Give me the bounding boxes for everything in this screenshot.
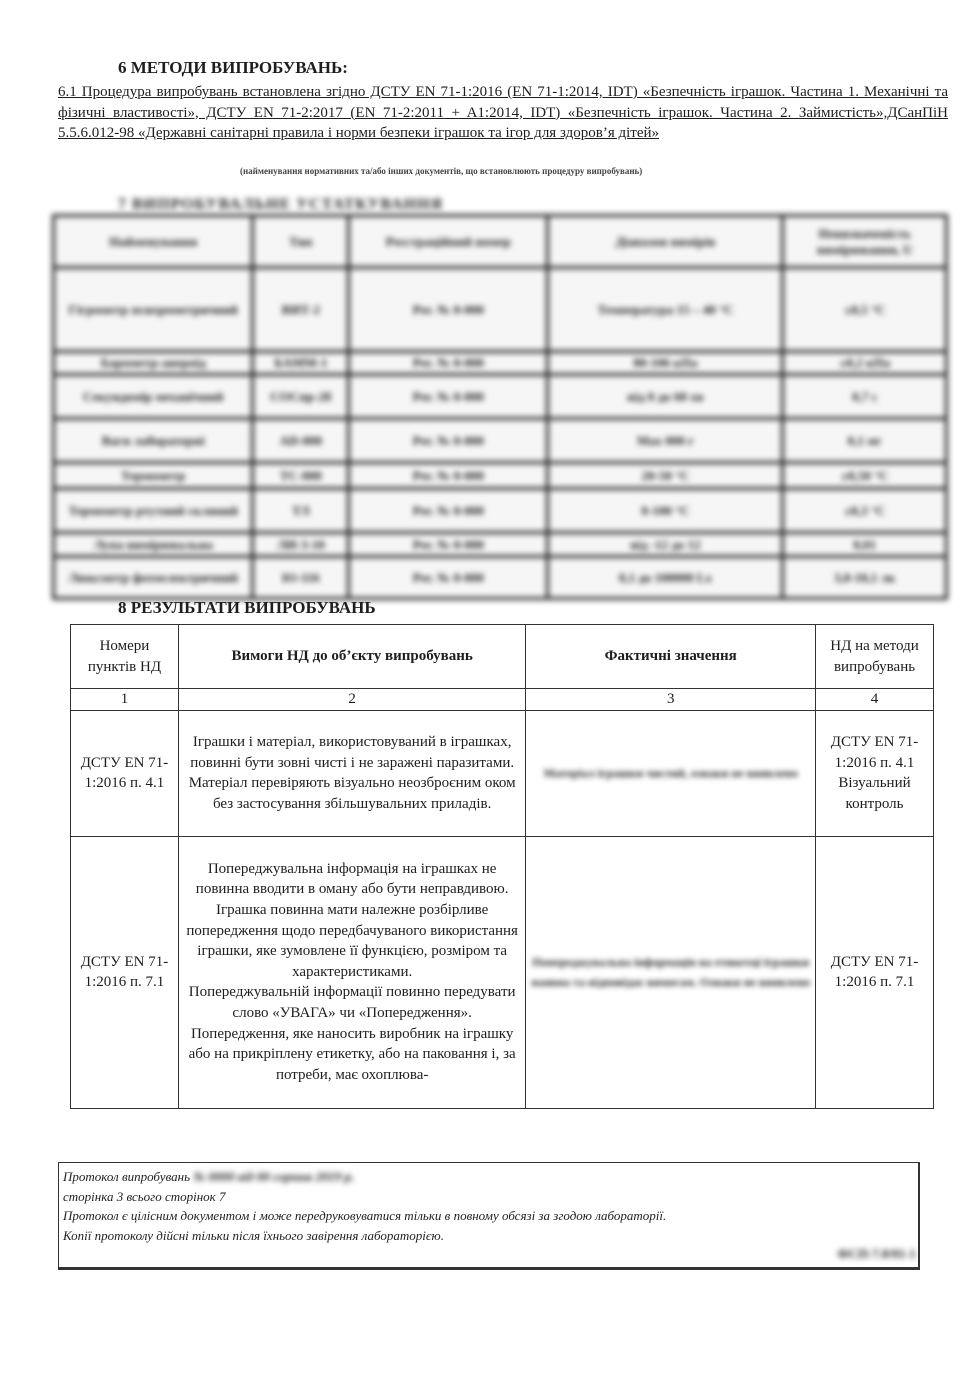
requirement-text: Попереджувальна інформація на іграшках не повинна вводити в оману або бути неправдивою. — [195, 860, 509, 898]
footer-integrity-note: Протокол є цілісним документом і може передруковуватися тільки в повному обсязі за згодою лабораторії. — [63, 1208, 667, 1223]
equipment-row — [54, 375, 947, 419]
equipment-cell: Термометр — [54, 463, 253, 489]
footer-protocol-label: Протокол випробувань — [63, 1169, 190, 1184]
equipment-row — [54, 489, 947, 533]
clause-cell: ДСТУ EN 71-1:2016 п. 7.1 — [71, 836, 179, 1108]
requirement-text: Попередження, яке наносить виробник на іграшку або на прикріплену етикетку, або на паковання і, за потреби, має охоплюва- — [188, 1025, 516, 1083]
equipment-row — [54, 268, 947, 352]
results-table — [70, 624, 934, 1109]
equipment-cell: Рег. № 0-000 — [349, 375, 548, 419]
equipment-cell: ±0,3 °С — [783, 489, 947, 533]
equipment-cell: БАММ-1 — [253, 352, 349, 375]
equipment-cell: Термометр ртутний скляний — [54, 489, 253, 533]
column-number: 2 — [178, 689, 526, 711]
results-number-row — [71, 689, 934, 711]
equipment-cell: 0,7 с — [783, 375, 947, 419]
clause-cell: ДСТУ EN 71-1:2016 п. 4.1 — [71, 710, 179, 836]
section-7-title: 7 ВИПРОБУВАЛЬНЕ УСТАТКУВАННЯ — [118, 196, 443, 213]
equipment-header-cell: Тип — [253, 216, 349, 268]
requirement-text: Матеріал перевіряють візуально неозброєним оком без застосування збільшувальних приладів. — [188, 775, 516, 812]
equipment-cell: 0,1 мг — [783, 419, 947, 463]
equipment-row — [54, 533, 947, 557]
equipment-header-cell: Невизначеність вимірювання, U — [783, 216, 947, 268]
equipment-cell: СОСпр-2б — [253, 375, 349, 419]
section-6-title: 6 МЕТОДИ ВИПРОБУВАНЬ: — [118, 58, 348, 77]
form-code: ФСП-7.8/01-1 — [837, 1245, 916, 1261]
equipment-header-cell: Діапазон вимірів — [548, 216, 783, 268]
method-cell: ДСТУ EN 71-1:2016 п. 7.1 — [816, 836, 934, 1108]
equipment-cell: ТС-000 — [253, 463, 349, 489]
equipment-cell: Рег. № 0-000 — [349, 268, 548, 352]
equipment-cell: Ваги лабораторні — [54, 419, 253, 463]
equipment-cell: Рег. № 0-000 — [349, 463, 548, 489]
results-row — [71, 836, 934, 1108]
requirement-cell — [178, 836, 526, 1108]
results-header-cell: Вимоги НД до об’єкту випробувань — [178, 625, 526, 689]
equipment-cell: від -12 до 12 — [548, 533, 783, 557]
equipment-row — [54, 557, 947, 599]
equipment-table — [52, 214, 948, 600]
equipment-cell: 20-50 °С — [548, 463, 783, 489]
requirement-text: Іграшки і матеріал, використовуваний в іграшках, повинні бути зовні чисті і не заражені паразитами. — [190, 733, 515, 771]
requirement-text: Іграшка повинна мати належне розбірливе попередження щодо передбачуваного використання іграшки, яке зумовлене її функцією, розміром та характеристиками. — [186, 902, 518, 980]
footer-page-count: сторінка 3 всього сторінок 7 — [63, 1188, 226, 1204]
method-cell: ДСТУ EN 71-1:2016 п. 4.1 Візуальний контроль — [816, 710, 934, 836]
equipment-header-row — [54, 216, 947, 268]
equipment-cell: 0-100 °С — [548, 489, 783, 533]
equipment-cell: Температура 15 – 40 °С — [548, 268, 783, 352]
equipment-cell: ЛИ-3-10 — [253, 533, 349, 557]
footer-protocol-number: № 0000 від 00 серпня 2019 р. — [193, 1169, 355, 1184]
equipment-header-cell: Найменування — [54, 216, 253, 268]
equipment-cell: 80-106 кПа — [548, 352, 783, 375]
equipment-cell: ТЛ — [253, 489, 349, 533]
equipment-cell: Люксметр фотоелектричний — [54, 557, 253, 599]
equipment-cell: 0,01 — [783, 533, 947, 557]
section-6-note: (найменування нормативних та/або інших документів, що встановлюють процедуру випробувань) — [240, 166, 643, 176]
column-number: 3 — [526, 689, 816, 711]
equipment-cell: Барометр-анероїд — [54, 352, 253, 375]
equipment-cell: Лупа вимірювальна — [54, 533, 253, 557]
equipment-cell: ±0,5 °С — [783, 268, 947, 352]
equipment-cell: Рег. № 0-000 — [349, 419, 548, 463]
section-6-text: 6.1 Процедура випробувань встановлена згідно ДСТУ EN 71-1:2016 (EN 71-1:2014, IDT) «Безпечність іграшок. Частина 1. Механічні та фізичні властивості», ДСТУ EN 71-2:2017 (EN 71-2:2011 + A1:2014, IDT) «Безпечність іграшок. Частина 2. Займистість»,ДСанПіН 5.5.6.012-98 «Державні санітарні правила і норми безпеки іграшок та ігор для здоров’я дітей» — [58, 84, 948, 141]
redacted-actual-value: Матеріал іграшки чистий, ознаки не виявлено — [543, 765, 798, 780]
equipment-cell: Рег. № 0-000 — [349, 533, 548, 557]
equipment-cell: AD-000 — [253, 419, 349, 463]
equipment-cell: ВИТ-2 — [253, 268, 349, 352]
requirement-text: Попереджувальній інформації повинно передувати слово «УВАГА» чи «Попередження». — [188, 984, 516, 1021]
equipment-cell: Max 000 г — [548, 419, 783, 463]
column-number: 1 — [71, 689, 179, 711]
section-8-title: 8 РЕЗУЛЬТАТИ ВИПРОБУВАНЬ — [118, 598, 376, 617]
results-header-row — [71, 625, 934, 689]
equipment-cell: Рег. № 0-000 — [349, 352, 548, 375]
equipment-row — [54, 352, 947, 375]
equipment-cell: Рег. № 0-000 — [349, 489, 548, 533]
equipment-cell: 3,0-10,1 лк — [783, 557, 947, 599]
equipment-cell: Ю-116 — [253, 557, 349, 599]
equipment-row — [54, 463, 947, 489]
footer-protocol-line — [63, 1167, 914, 1187]
column-number: 4 — [816, 689, 934, 711]
equipment-row — [54, 419, 947, 463]
actual-value-cell — [526, 710, 816, 836]
equipment-cell: Секундомір механічний — [54, 375, 253, 419]
equipment-cell: ±0,2 кПа — [783, 352, 947, 375]
equipment-header-cell: Реєстраційний номер — [349, 216, 548, 268]
equipment-cell: Рег. № 0-000 — [349, 557, 548, 599]
results-row — [71, 710, 934, 836]
equipment-cell: ±0,50 °С — [783, 463, 947, 489]
equipment-cell: від 0 до 60 хв — [548, 375, 783, 419]
requirement-cell — [178, 710, 526, 836]
equipment-cell: 0,1 до 100000 Lx — [548, 557, 783, 599]
protocol-footer — [58, 1162, 920, 1270]
actual-value-cell — [526, 836, 816, 1108]
redacted-actual-value: Попереджувальна інформація на етикетці іграшки наявна та відповідає вимогам. Ознаки не виявлено — [531, 954, 811, 990]
footer-copy-note: Копії протоколу дійсні тільки після їхнього завірення лабораторією. — [63, 1227, 444, 1243]
results-header-cell: Номери пунктів НД — [71, 625, 179, 689]
results-header-cell: Фактичні значення — [526, 625, 816, 689]
equipment-cell: Гігрометр психрометричний — [54, 268, 253, 352]
results-header-cell: НД на методи випробувань — [816, 625, 934, 689]
